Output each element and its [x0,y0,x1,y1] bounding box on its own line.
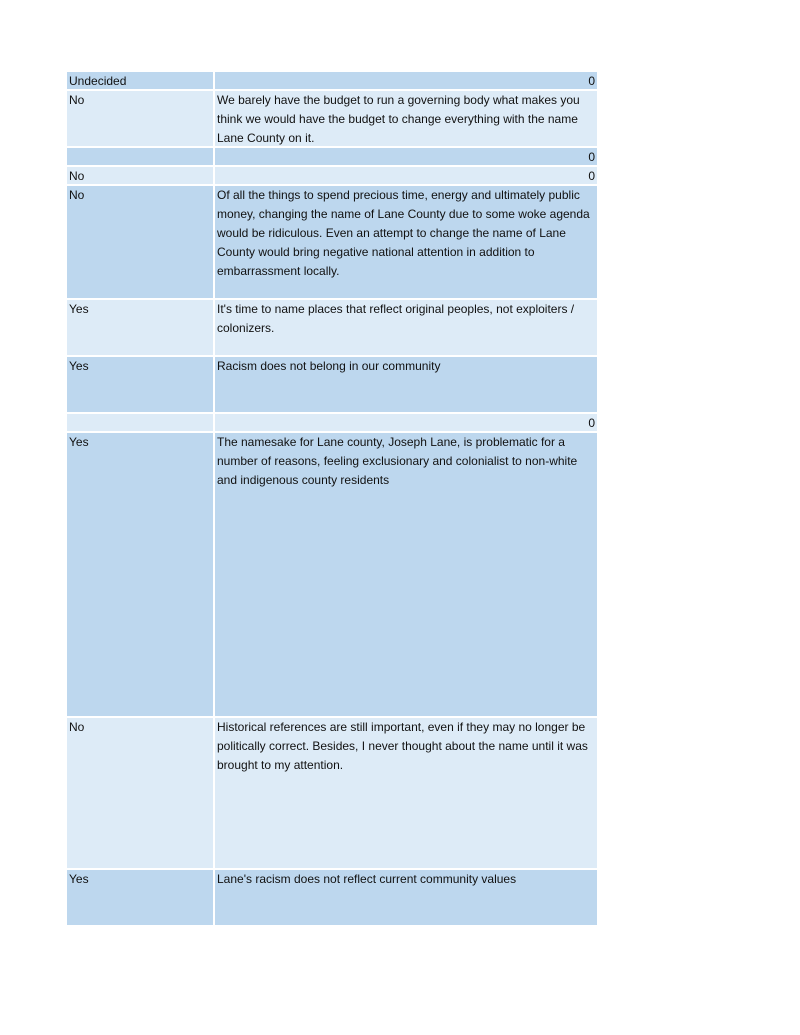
comment-cell: Racism does not belong in our community [215,357,597,412]
comment-cell: 0 [215,148,597,165]
vote-cell: Yes [67,300,213,355]
comment-cell: 0 [215,167,597,184]
vote-cell: No [67,186,213,298]
table-row [67,718,597,870]
comment-cell: We barely have the budget to run a governing body what makes you think we would have the budget to change everything with the name Lane County on it. [215,91,597,146]
table-row [67,870,597,927]
vote-cell: No [67,718,213,868]
comment-cell: The namesake for Lane county, Joseph Lane, is problematic for a number of reasons, feeling exclusionary and colonialist to non-white and indigenous county residents [215,433,597,716]
vote-cell [67,414,213,431]
vote-cell: Yes [67,357,213,412]
table-row [67,167,597,186]
table-row [67,357,597,414]
comment-cell: 0 [215,414,597,431]
vote-cell: Undecided [67,72,213,89]
comment-cell: Historical references are still important, even if they may no longer be politically correct. Besides, I never thought about the name until it was brought to my attention. [215,718,597,868]
comment-cell: Of all the things to spend precious time, energy and ultimately public money, changing the name of Lane County due to some woke agenda would be ridiculous. Even an attempt to change the name of Lane County would bring negative national attention in addition to embarrassment locally. [215,186,597,298]
vote-cell: Yes [67,870,213,925]
table-row [67,300,597,357]
comment-cell: 0 [215,72,597,89]
table-row [67,91,597,148]
comment-cell: It's time to name places that reflect original peoples, not exploiters / colonizers. [215,300,597,355]
vote-cell [67,148,213,165]
table-row [67,148,597,167]
table-row [67,414,597,433]
table-row [67,433,597,718]
survey-table [67,72,597,927]
vote-cell: No [67,167,213,184]
vote-cell: No [67,91,213,146]
vote-cell: Yes [67,433,213,716]
comment-cell: Lane's racism does not reflect current community values [215,870,597,925]
table-row [67,186,597,300]
table-row [67,72,597,91]
